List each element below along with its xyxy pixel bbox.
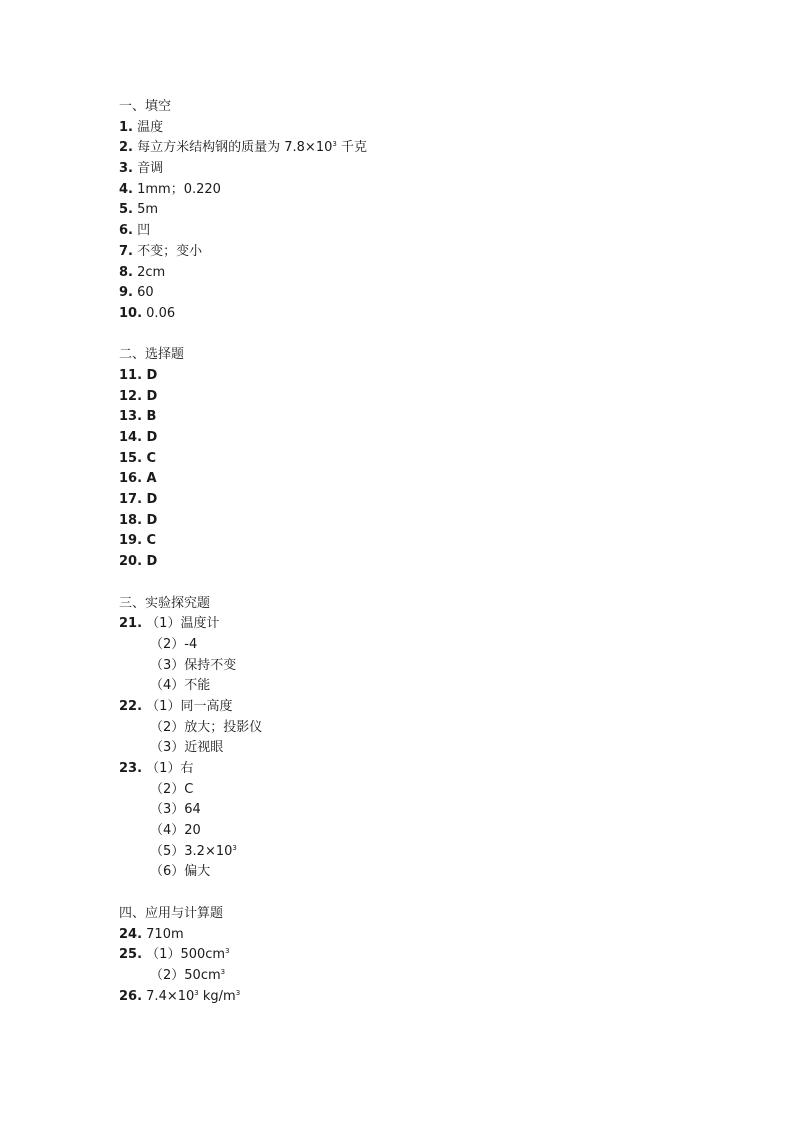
answer-text: A <box>142 471 157 487</box>
section-spacer <box>119 573 719 594</box>
answer-item <box>119 159 719 180</box>
answer-text: 60 <box>132 285 154 301</box>
answer-part-line <box>119 862 719 883</box>
answer-item <box>119 552 719 573</box>
answer-part: （2）-4 <box>150 636 198 652</box>
answer-text: 音调 <box>132 161 164 177</box>
answer-text: C <box>142 533 157 549</box>
answer-part: （2）50cm <box>150 967 221 983</box>
answer-text: 每立方米结构钢的质量为 7.8×10 <box>132 140 333 156</box>
answer-item-q21 <box>119 614 719 635</box>
section-heading-multiple-choice: 二、选择题 <box>119 347 185 363</box>
answer-part: （1）同一高度 <box>146 698 233 714</box>
answer-text: 0.06 <box>142 305 176 321</box>
answer-text: D <box>142 388 158 404</box>
question-number: 12. <box>119 388 143 404</box>
answer-part-line <box>119 738 719 759</box>
answer-part: （1）500cm <box>146 947 226 963</box>
answer-text: 710m <box>142 926 184 942</box>
answer-part-line <box>119 966 719 987</box>
answer-part-line <box>119 656 719 677</box>
answer-part-line <box>119 800 719 821</box>
answer-text-tail: 千克 <box>336 140 367 156</box>
answer-item <box>119 242 719 263</box>
section-heading-calculation: 四、应用与计算题 <box>119 905 224 921</box>
superscript: 3 <box>332 140 337 149</box>
answer-item <box>119 490 719 511</box>
answer-item-q26 <box>119 987 719 1008</box>
answer-part: （2）C <box>150 781 194 797</box>
superscript: 3 <box>225 947 230 956</box>
question-number: 25. <box>119 947 143 963</box>
answer-text: D <box>142 512 158 528</box>
answer-text: D <box>142 492 158 508</box>
question-number: 1. <box>119 119 133 135</box>
answer-item <box>119 531 719 552</box>
answer-item <box>119 263 719 284</box>
answer-item <box>119 469 719 490</box>
answer-text: B <box>142 409 157 425</box>
question-number: 21. <box>119 616 143 632</box>
answer-item <box>119 180 719 201</box>
answer-item <box>119 221 719 242</box>
answer-text: 2cm <box>132 264 166 280</box>
answer-part-line <box>119 780 719 801</box>
question-number: 13. <box>119 409 143 425</box>
question-number: 16. <box>119 471 143 487</box>
answer-part: （6）偏大 <box>150 864 211 880</box>
answer-part: （4）20 <box>150 823 201 839</box>
question-number: 10. <box>119 305 143 321</box>
answer-part: （1）温度计 <box>146 616 220 632</box>
answer-unit: kg/m <box>198 988 236 1004</box>
answer-item <box>119 283 719 304</box>
answer-text: 7.4×10 <box>142 988 195 1004</box>
answer-item-q22 <box>119 697 719 718</box>
section-spacer <box>119 325 719 346</box>
answer-text: D <box>142 430 158 445</box>
answer-item <box>119 200 719 221</box>
question-number: 4. <box>119 181 133 197</box>
question-number: 6. <box>119 223 133 239</box>
question-number: 20. <box>119 554 143 570</box>
answer-item <box>119 118 719 139</box>
answer-item <box>119 428 719 449</box>
answer-part: （3）64 <box>150 802 201 818</box>
answer-item-q25 <box>119 945 719 966</box>
answer-item <box>119 387 719 408</box>
answer-item-q24 <box>119 925 719 946</box>
answer-text: 温度 <box>132 119 164 135</box>
answer-part-line <box>119 718 719 739</box>
question-number: 19. <box>119 533 143 549</box>
question-number: 3. <box>119 161 133 177</box>
answer-part: （3）保持不变 <box>150 657 237 673</box>
superscript: 3 <box>232 843 237 852</box>
question-number: 9. <box>119 285 133 301</box>
answer-content <box>119 97 719 1007</box>
answer-text: 不变；变小 <box>132 243 203 259</box>
question-number: 5. <box>119 202 133 218</box>
question-number: 14. <box>119 430 143 445</box>
answer-item <box>119 138 719 159</box>
answer-text: C <box>142 450 157 466</box>
answer-text: 凹 <box>132 223 151 239</box>
section-spacer <box>119 883 719 904</box>
answer-part: （2）放大；投影仪 <box>150 719 263 735</box>
question-number: 22. <box>119 698 143 714</box>
question-number: 8. <box>119 264 133 280</box>
answer-item <box>119 449 719 470</box>
question-number: 23. <box>119 761 143 776</box>
question-number: 18. <box>119 512 143 528</box>
question-number: 7. <box>119 243 133 259</box>
answer-item <box>119 366 719 387</box>
answer-part-line <box>119 676 719 697</box>
answer-text: D <box>142 554 158 570</box>
answer-part-line <box>119 635 719 656</box>
question-number: 26. <box>119 988 143 1004</box>
superscript: 3 <box>194 988 199 997</box>
answer-part: （5）3.2×10 <box>150 843 233 859</box>
answer-part: （4）不能 <box>150 678 211 694</box>
answer-text: 1mm；0.220 <box>132 181 221 197</box>
answer-item-q23 <box>119 759 719 780</box>
answer-text: D <box>142 367 158 383</box>
question-number: 2. <box>119 140 133 156</box>
answer-item <box>119 407 719 428</box>
answer-part-line <box>119 842 719 863</box>
question-number: 24. <box>119 926 143 942</box>
answer-item <box>119 511 719 532</box>
answer-text: 5m <box>132 202 159 218</box>
answer-part: （3）近视眼 <box>150 740 224 756</box>
section-heading-fill-blank: 一、填空 <box>119 99 172 114</box>
answer-part: （1）右 <box>146 761 194 776</box>
question-number: 15. <box>119 450 143 466</box>
superscript: 3 <box>235 988 241 997</box>
section-heading-experiment: 三、实验探究题 <box>119 595 211 611</box>
answer-item <box>119 304 719 325</box>
question-number: 17. <box>119 492 143 508</box>
question-number: 11. <box>119 367 143 383</box>
answer-part-line <box>119 821 719 842</box>
superscript: 3 <box>220 967 226 976</box>
